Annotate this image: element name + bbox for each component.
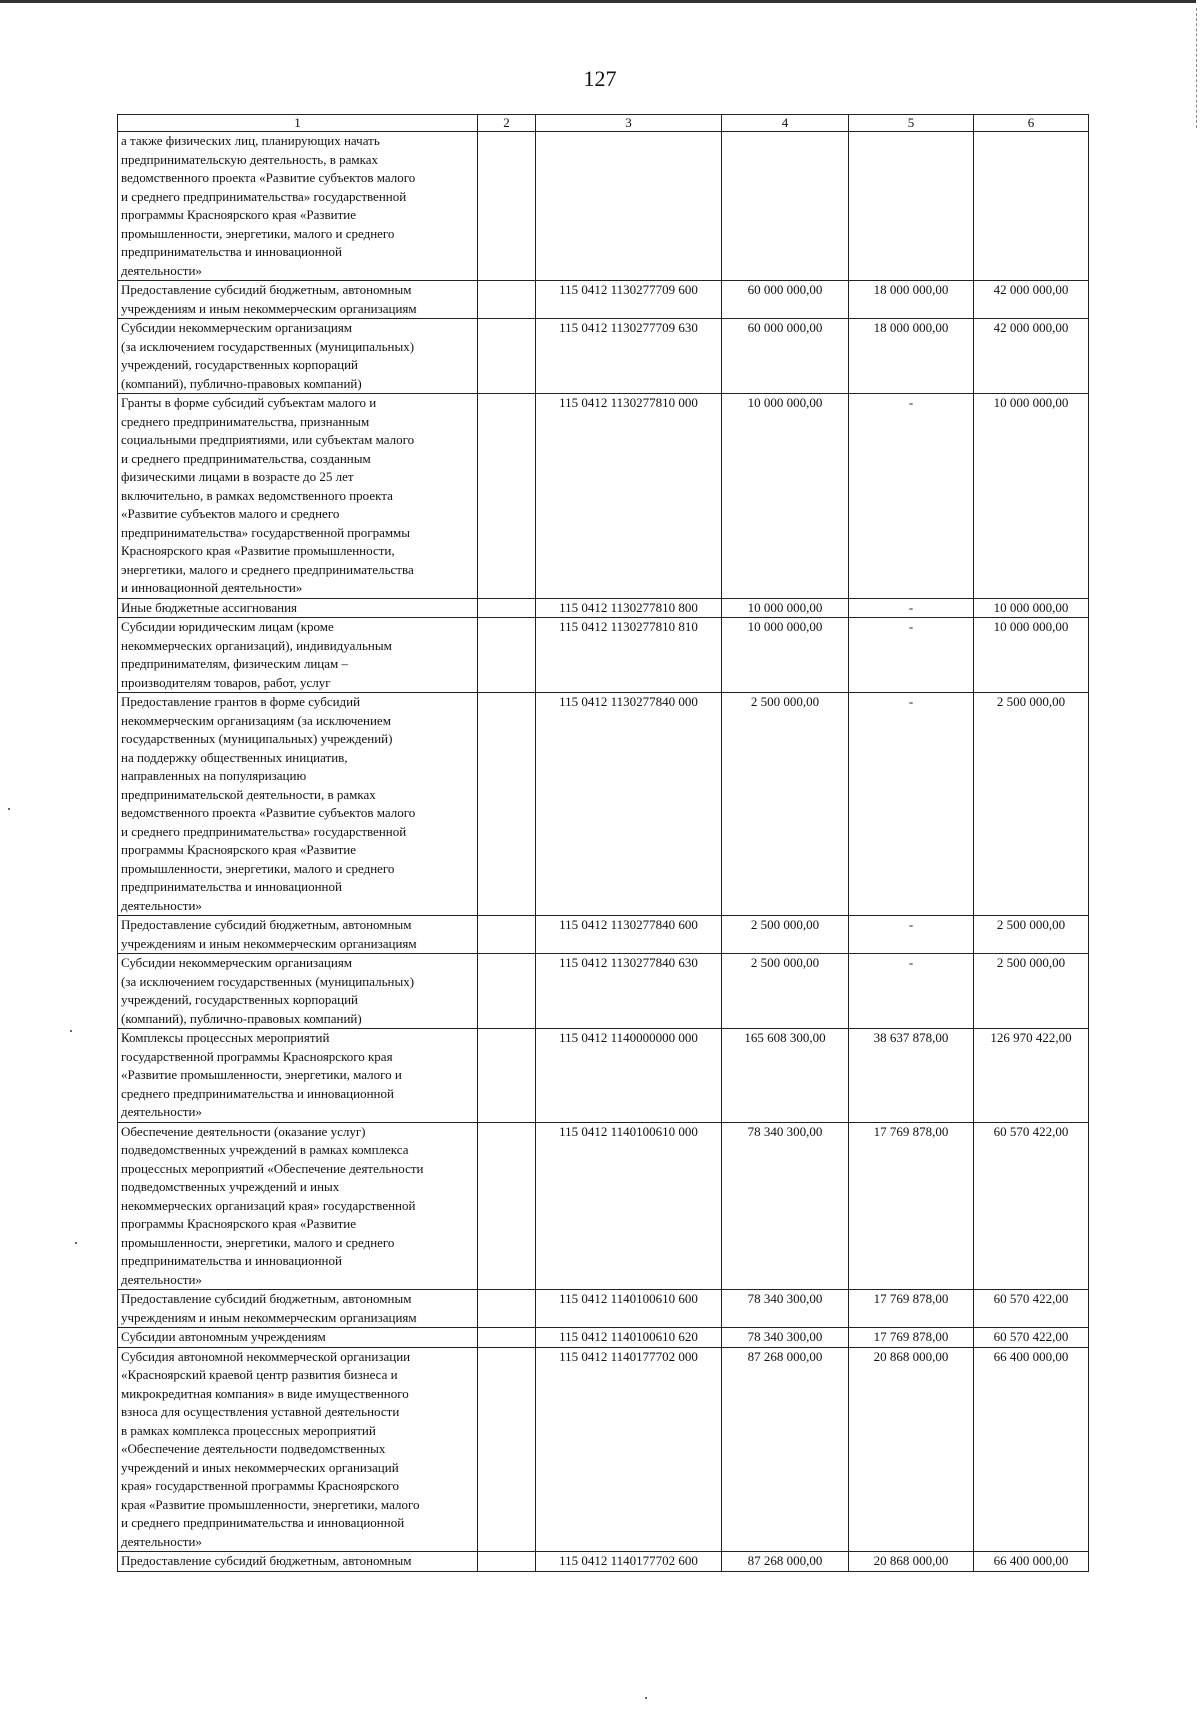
row-amount-col5-cell <box>849 132 974 281</box>
row-name-cell: а также физических лиц, планирующих начать предпринимательскую деятельность, в рамках ведомственного проекта «Развитие субъектов малого и среднего предпринимательства» государственной программы Красноярского края «Развитие промышленности, энергетики, малого и среднего предпринимательства и инновационной деятельности» <box>118 132 478 281</box>
row-amount-total-cell: 10 000 000,00 <box>722 394 849 599</box>
row-code-cell: 115 0412 1140000000 000 <box>536 1029 722 1123</box>
row-col2-cell <box>478 1347 536 1552</box>
table-row <box>118 132 1089 281</box>
table-row <box>118 1029 1089 1123</box>
row-col2-cell <box>478 132 536 281</box>
table-row <box>118 1290 1089 1328</box>
row-code-cell: 115 0412 1130277810 800 <box>536 598 722 618</box>
row-amount-col6-cell <box>974 132 1089 281</box>
row-name-cell: Субсидии некоммерческим организациям (за исключением государственных (муниципальных) учреждений, государственных корпораций (компаний), публично-правовых компаний) <box>118 319 478 394</box>
scan-speck <box>8 808 10 810</box>
top-border-rule <box>0 0 1196 3</box>
row-col2-cell <box>478 394 536 599</box>
row-col2-cell <box>478 598 536 618</box>
row-name-cell: Комплексы процессных мероприятий государственной программы Красноярского края «Развитие промышленности, энергетики, малого и среднего предпринимательства и инновационной деятельности» <box>118 1029 478 1123</box>
budget-table <box>117 114 1089 1572</box>
row-name-cell: Предоставление субсидий бюджетным, автономным учреждениям и иным некоммерческим организациям <box>118 916 478 954</box>
row-amount-col5-cell: 18 000 000,00 <box>849 281 974 319</box>
row-amount-col6-cell: 126 970 422,00 <box>974 1029 1089 1123</box>
row-code-cell: 115 0412 1130277810 000 <box>536 394 722 599</box>
column-header: 5 <box>849 115 974 132</box>
row-amount-total-cell: 87 268 000,00 <box>722 1347 849 1552</box>
scan-speck <box>75 1242 77 1244</box>
table-row <box>118 1347 1089 1552</box>
row-amount-col6-cell: 2 500 000,00 <box>974 693 1089 916</box>
row-code-cell: 115 0412 1130277840 630 <box>536 954 722 1029</box>
row-col2-cell <box>478 693 536 916</box>
row-name-cell: Субсидии юридическим лицам (кроме некоммерческих организаций), индивидуальным предпринимателям, физическим лицам – производителям товаров, работ, услуг <box>118 618 478 693</box>
row-amount-col6-cell: 60 570 422,00 <box>974 1290 1089 1328</box>
row-name-cell: Субсидия автономной некоммерческой организации «Красноярский краевой центр развития бизнеса и микрокредитная компания» в виде имущественного взноса для осуществления уставной деятельности в рамках комплекса процессных мероприятий «Обеспечение деятельности подведомственных учреждений и иных некоммерческих организаций края» государственной программы Красноярского края «Развитие промышленности, энергетики, малого и среднего предпринимательства и инновационной деятельности» <box>118 1347 478 1552</box>
table-row <box>118 1122 1089 1290</box>
row-col2-cell <box>478 954 536 1029</box>
row-col2-cell <box>478 618 536 693</box>
table-row <box>118 319 1089 394</box>
row-amount-col6-cell: 42 000 000,00 <box>974 319 1089 394</box>
row-col2-cell <box>478 1029 536 1123</box>
row-col2-cell <box>478 916 536 954</box>
row-amount-col6-cell: 2 500 000,00 <box>974 954 1089 1029</box>
row-amount-col5-cell: - <box>849 598 974 618</box>
budget-table-body <box>118 115 1089 1572</box>
row-amount-total-cell: 165 608 300,00 <box>722 1029 849 1123</box>
row-amount-col5-cell: - <box>849 618 974 693</box>
row-amount-col5-cell: 20 868 000,00 <box>849 1552 974 1572</box>
row-amount-col6-cell: 10 000 000,00 <box>974 394 1089 599</box>
row-code-cell: 115 0412 1140100610 620 <box>536 1328 722 1348</box>
table-row <box>118 598 1089 618</box>
row-code-cell: 115 0412 1130277810 810 <box>536 618 722 693</box>
row-amount-col5-cell: 38 637 878,00 <box>849 1029 974 1123</box>
row-name-cell: Иные бюджетные ассигнования <box>118 598 478 618</box>
row-name-cell: Субсидии автономным учреждениям <box>118 1328 478 1348</box>
row-name-cell: Предоставление субсидий бюджетным, автономным учреждениям и иным некоммерческим организациям <box>118 281 478 319</box>
row-code-cell: 115 0412 1130277840 600 <box>536 916 722 954</box>
row-amount-col5-cell: - <box>849 954 974 1029</box>
table-row <box>118 916 1089 954</box>
row-col2-cell <box>478 1328 536 1348</box>
row-amount-col6-cell: 60 570 422,00 <box>974 1328 1089 1348</box>
row-code-cell: 115 0412 1130277709 600 <box>536 281 722 319</box>
row-amount-total-cell: 10 000 000,00 <box>722 598 849 618</box>
row-name-cell: Субсидии некоммерческим организациям (за исключением государственных (муниципальных) учреждений, государственных корпораций (компаний), публично-правовых компаний) <box>118 954 478 1029</box>
row-amount-total-cell: 60 000 000,00 <box>722 319 849 394</box>
row-amount-total-cell: 78 340 300,00 <box>722 1328 849 1348</box>
row-amount-col5-cell: - <box>849 394 974 599</box>
row-amount-col6-cell: 10 000 000,00 <box>974 618 1089 693</box>
table-row <box>118 693 1089 916</box>
row-amount-total-cell <box>722 132 849 281</box>
column-header: 6 <box>974 115 1089 132</box>
row-col2-cell <box>478 281 536 319</box>
row-name-cell: Гранты в форме субсидий субъектам малого и среднего предпринимательства, признанным социальными предприятиями, или субъектам малого и среднего предпринимательства, созданным физическими лицами в возрасте до 25 лет включительно, в рамках ведомственного проекта «Развитие субъектов малого и среднего предпринимательства» государственной программы Красноярского края «Развитие промышленности, энергетики, малого и среднего предпринимательства и инновационной деятельности» <box>118 394 478 599</box>
row-amount-total-cell: 78 340 300,00 <box>722 1122 849 1290</box>
table-row <box>118 394 1089 599</box>
row-code-cell <box>536 132 722 281</box>
row-name-cell: Предоставление субсидий бюджетным, автономным <box>118 1552 478 1572</box>
row-amount-col5-cell: - <box>849 916 974 954</box>
header-row <box>118 115 1089 132</box>
table-row <box>118 618 1089 693</box>
row-name-cell: Предоставление грантов в форме субсидий некоммерческим организациям (за исключением государственных (муниципальных) учреждений) на поддержку общественных инициатив, направленных на популяризацию предпринимательской деятельности, в рамках ведомственного проекта «Развитие субъектов малого и среднего предпринимательства» государственной программы Красноярского края «Развитие промышленности, энергетики, малого и среднего предпринимательства и инновационной деятельности» <box>118 693 478 916</box>
row-amount-col5-cell: 20 868 000,00 <box>849 1347 974 1552</box>
row-amount-col6-cell: 10 000 000,00 <box>974 598 1089 618</box>
row-code-cell: 115 0412 1140177702 600 <box>536 1552 722 1572</box>
row-col2-cell <box>478 1552 536 1572</box>
page-number: 127 <box>583 66 617 91</box>
row-amount-col5-cell: 17 769 878,00 <box>849 1290 974 1328</box>
row-code-cell: 115 0412 1140100610 600 <box>536 1290 722 1328</box>
column-header: 1 <box>118 115 478 132</box>
row-code-cell: 115 0412 1140177702 000 <box>536 1347 722 1552</box>
table-row <box>118 281 1089 319</box>
row-code-cell: 115 0412 1140100610 000 <box>536 1122 722 1290</box>
row-amount-col6-cell: 60 570 422,00 <box>974 1122 1089 1290</box>
row-amount-total-cell: 10 000 000,00 <box>722 618 849 693</box>
row-amount-col5-cell: - <box>849 693 974 916</box>
row-amount-col6-cell: 66 400 000,00 <box>974 1347 1089 1552</box>
scan-speck <box>645 1697 647 1699</box>
row-code-cell: 115 0412 1130277709 630 <box>536 319 722 394</box>
row-amount-total-cell: 2 500 000,00 <box>722 954 849 1029</box>
row-amount-total-cell: 2 500 000,00 <box>722 693 849 916</box>
row-col2-cell <box>478 1290 536 1328</box>
column-header: 3 <box>536 115 722 132</box>
scan-speck <box>70 1030 72 1032</box>
row-amount-col5-cell: 17 769 878,00 <box>849 1122 974 1290</box>
row-amount-total-cell: 78 340 300,00 <box>722 1290 849 1328</box>
table-row <box>118 954 1089 1029</box>
row-col2-cell <box>478 1122 536 1290</box>
row-name-cell: Обеспечение деятельности (оказание услуг) подведомственных учреждений в рамках комплекса процессных мероприятий «Обеспечение деятельности подведомственных учреждений и иных некоммерческих организаций края» государственной программы Красноярского края «Развитие промышленности, энергетики, малого и среднего предпринимательства и инновационной деятельности» <box>118 1122 478 1290</box>
table-row <box>118 1328 1089 1348</box>
row-amount-total-cell: 87 268 000,00 <box>722 1552 849 1572</box>
row-amount-col6-cell: 42 000 000,00 <box>974 281 1089 319</box>
column-header: 4 <box>722 115 849 132</box>
table-row <box>118 1552 1089 1572</box>
row-amount-col6-cell: 66 400 000,00 <box>974 1552 1089 1572</box>
row-name-cell: Предоставление субсидий бюджетным, автономным учреждениям и иным некоммерческим организациям <box>118 1290 478 1328</box>
row-code-cell: 115 0412 1130277840 000 <box>536 693 722 916</box>
column-header: 2 <box>478 115 536 132</box>
row-amount-total-cell: 2 500 000,00 <box>722 916 849 954</box>
row-amount-col5-cell: 17 769 878,00 <box>849 1328 974 1348</box>
row-col2-cell <box>478 319 536 394</box>
row-amount-col5-cell: 18 000 000,00 <box>849 319 974 394</box>
row-amount-col6-cell: 2 500 000,00 <box>974 916 1089 954</box>
row-amount-total-cell: 60 000 000,00 <box>722 281 849 319</box>
